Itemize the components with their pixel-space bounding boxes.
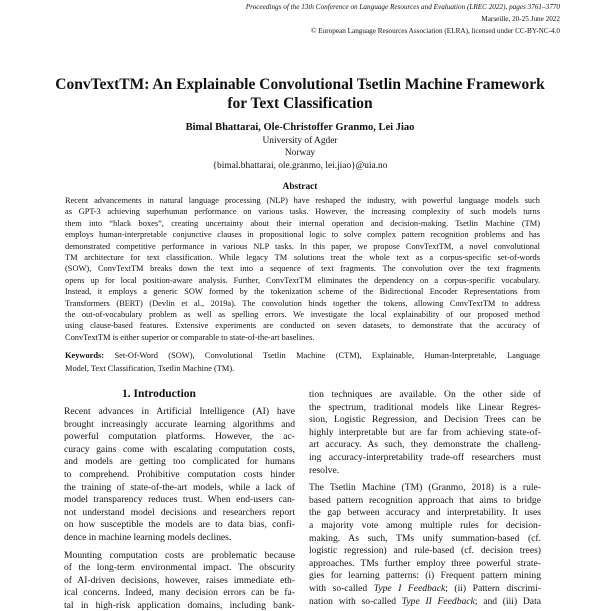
emphasis: Type II Feedback bbox=[401, 595, 475, 607]
abstract-line: (SOW), ConvTextTM breaks down the text into a sequence of text fragments. The convolution over the text fragments bbox=[65, 264, 540, 274]
paragraph-line: not understand model decisions and researchers report bbox=[64, 506, 295, 518]
paragraph-line: nation with so-called Type II Feedback; and (iii) Data bbox=[309, 595, 541, 607]
paragraph-line: the gap between accuracy and interpretability. It uses bbox=[309, 507, 541, 519]
author-emails[interactable]: {bimal.bhattarai, ole.granmo, lei.jiao}@uia.no bbox=[212, 161, 388, 171]
abstract-line: employs human-interpretable conjunctive clauses in propositional logic to solve complex pattern recognition problems and has bbox=[65, 230, 540, 240]
paragraph-line: powerful computation platforms. However, the ac- bbox=[64, 431, 295, 443]
paragraph-line: logistic regression) and rule-based (cf. decision trees) bbox=[309, 545, 541, 557]
paragraph-line: the spectrum, traditional models like Linear Regres- bbox=[309, 401, 541, 413]
abstract-line: TM architecture for text classification. While legacy TM solutions treat the whole text as a corpus-specific set-of-words bbox=[65, 253, 540, 262]
paragraph-line: model transparency reduces trust. When end-users can- bbox=[64, 494, 295, 506]
abstract-line: Instead, it employs a generic SOW formed by the tokenization scheme of the Bidirectional Encoder Representations from bbox=[65, 287, 540, 297]
paragraph-line: resolve. bbox=[309, 464, 340, 476]
keywords-text: Set-Of-Word (SOW), Convolutional Tsetlin Machine (CTM), Explainable, Human-Interpretable, Language bbox=[114, 351, 541, 360]
conference-location: Marseille, 20-25 June 2022 bbox=[481, 15, 560, 23]
paragraph-line: and models are getting too complicated for humans bbox=[64, 456, 295, 468]
abstract-line: the out-of-vocabulary problem as well as spelling errors. We investigate the local explainability of our proposed method bbox=[65, 310, 540, 319]
abstract-heading: Abstract bbox=[282, 182, 318, 192]
paragraph-line: the training of state-of-the-art models, while a lack of bbox=[64, 481, 295, 493]
paragraph-line: ing accuracy-interpretability trade-off researchers must bbox=[309, 452, 541, 463]
paragraph-line: highly interpretable but are far from achieving state-of- bbox=[309, 426, 541, 438]
paragraph-line: of the long-term environmental impact. The obscurity bbox=[64, 562, 295, 574]
paragraph-line: brought increasingly accurate learning algorithms and bbox=[64, 418, 295, 430]
paragraph-line: making. As such, TMs unify summation-based (cf. bbox=[309, 532, 541, 544]
paragraph-line: Mounting computation costs are problematic because bbox=[64, 549, 295, 561]
paragraph-line: curacy gains come with escalating computation costs, bbox=[64, 443, 295, 455]
country: Norway bbox=[284, 148, 316, 158]
paragraph-line: approaches. TMs further employ three powerful strate- bbox=[309, 557, 541, 569]
paragraph-line: ical concerns. Indeed, many decision errors can be fa- bbox=[64, 587, 295, 599]
paragraph-line: Recent advances in Artificial Intelligence (AI) have bbox=[64, 406, 295, 417]
abstract-line: opens up for local position-aware analysis. Further, ConvTextTM eliminates the dependency on a corpus-specific vocabulary. bbox=[65, 275, 540, 285]
paragraph-line: on how susceptible the models are to data bias, confi- bbox=[64, 519, 295, 531]
proceedings-header: Proceedings of the 13th Conference on Language Resources and Evaluation (LREC 2022), pages 3761–3770 bbox=[245, 3, 560, 11]
abstract-line: as GPT-3 achieving superhuman performance on various tasks. However, the increasing complexity of such models turns bbox=[65, 207, 540, 217]
keywords-line-1 bbox=[65, 351, 540, 360]
abstract-line: using clause-based features. Extensive experiments are conducted on seven datasets, to demonstrate that the accuracy of bbox=[65, 321, 540, 331]
paragraph-line: The Tsetlin Machine (TM) (Granmo, 2018) is a rule- bbox=[309, 482, 541, 494]
paragraph-line: dence in machine learning models declines. bbox=[64, 532, 232, 543]
paragraph-line: to comprehend. Prohibitive computation costs hinder bbox=[64, 469, 295, 480]
paragraph-line: tal in high-risk application domains, including bank- bbox=[64, 600, 295, 611]
section-heading-introduction: 1. Introduction bbox=[122, 388, 196, 400]
abstract-line: Recent advancements in natural language processing (NLP) have reshaped the industry, with powerful language models such bbox=[65, 196, 540, 205]
paper-title-line-2: for Text Classification bbox=[227, 95, 373, 112]
copyright-license: © European Language Resources Association (ELRA), licensed under CC-BY-NC-4.0 bbox=[311, 27, 560, 35]
abstract-line: Transformers (BERT) (Devlin et al., 2019a). The convolution binds together the tokens, allowing ConvTextTM to address bbox=[65, 298, 540, 308]
paragraph-line: gies for learning patterns: (i) Frequent pattern mining bbox=[309, 570, 541, 582]
paper-title-line-1: ConvTextTM: An Explainable Convolutional Tsetlin Machine Framework bbox=[55, 76, 545, 93]
paragraph-line: a majority vote among multiple rules for decision- bbox=[309, 520, 541, 531]
keywords-label: Keywords: bbox=[65, 351, 105, 360]
keywords-line-2: Model, Text Classification, Tsetlin Machine (TM). bbox=[65, 364, 235, 373]
paragraph-line: art accuracy. As such, they demonstrate the challeng- bbox=[309, 439, 541, 451]
abstract-line: them into “black boxes”, creating uncertainty about their internal operation and decision-making. Tsetlin Machine (TM) bbox=[65, 218, 540, 228]
paragraph-line: with so-called Type I Feedback; (ii) Pattern discrimi- bbox=[309, 583, 541, 594]
abstract-line: ConvTextTM is either superior or comparable to state-of-the-art baselines. bbox=[65, 332, 315, 342]
affiliation: University of Agder bbox=[262, 136, 338, 146]
author-names: Bimal Bhattarai, Ole-Christoffer Granmo, Lei Jiao bbox=[185, 122, 415, 133]
paragraph-line: sion, Logistic Regression, and Decision Trees can be bbox=[309, 414, 541, 426]
paragraph-line: based pattern recognition approach that aims to bridge bbox=[309, 494, 541, 506]
paragraph-line: of AI-driven decisions, however, raises immediate eth- bbox=[64, 574, 295, 586]
paragraph-line: tion techniques are available. On the other side of bbox=[309, 389, 541, 400]
emphasis: Type I Feedback bbox=[373, 583, 446, 594]
abstract-line: demonstrated competitive performance in various NLP tasks. In this paper, we propose ConvTextTM, a novel convolutional bbox=[65, 241, 540, 251]
